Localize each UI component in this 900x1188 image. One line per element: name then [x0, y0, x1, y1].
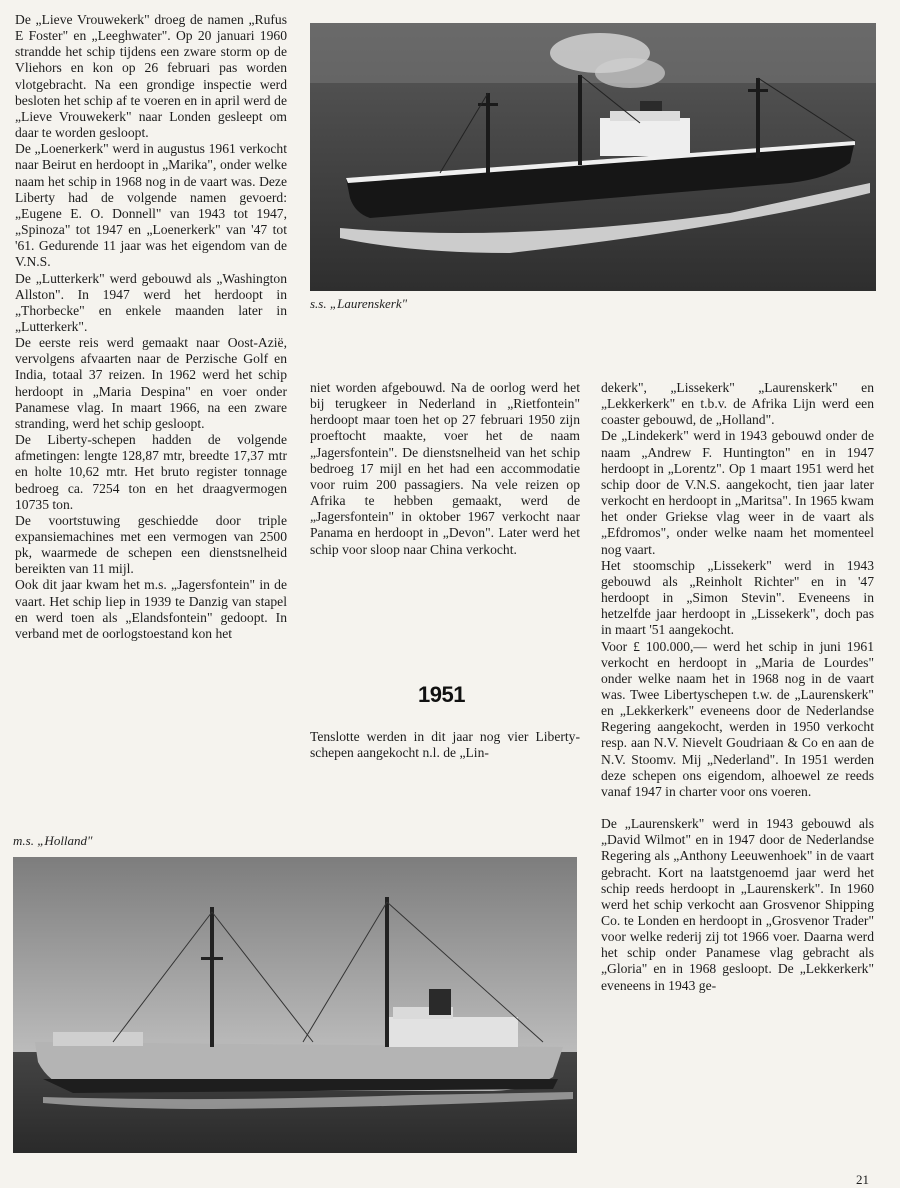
paragraph: De voortstuwing geschiedde door triple expansiemachines met een vermogen van 2500 pk, waarmede de schepen een dienstsnelheid bereikten van 11 mijl.: [15, 512, 287, 577]
paragraph: De „Lutterkerk" werd gebouwd als „Washington Allston". In 1947 werd het herdoopt in „Thorbecke" en enkele maanden later in „Lutterkerk".: [15, 270, 287, 334]
year-heading: 1951: [418, 682, 465, 707]
holland-photo: [13, 857, 577, 1153]
paragraph: dekerk", „Lissekerk" „Laurenskerk" en „Lekkerkerk" en t.b.v. de Afrika Lijn werd een coaster gebouwd, de „Holland".: [601, 380, 874, 428]
paragraph: De „Loenerkerk" werd in augustus 1961 verkocht naar Beirut en herdoopt in „Marika", onder welke naam het schip in 1968 nog in de vaart was. Deze Liberty had de volgende namen gevoerd: „Eugene E. O. Donnell" van 1943 tot 1947, „Spinoza" tot 1947 en „Loenerkerk" van '47 tot '61. Gedurende 11 jaar was het eigendom van de V.N.S.: [15, 141, 287, 270]
laurenskerk-caption: s.s. „Laurenskerk": [310, 296, 408, 311]
text-column-left: [15, 12, 287, 642]
text-column-right: [601, 380, 874, 994]
laurenskerk-photo: [310, 23, 876, 291]
paragraph: De eerste reis werd gemaakt naar Oost-Azië, vervolgens afvaarten naar de Perzische Golf en India, totaal 37 reizen. In 1962 werd het schip herdoopt in „Maria Despina" en voer onder Panamese vlag. In maart 1966, na een zware stranding, werd het schip gesloopt.: [15, 335, 287, 431]
paragraph: niet worden afgebouwd. Na de oorlog werd het bij terugkeer in Nederland in „Rietfontein" herdoopt maar toen het op 27 februari 1950 zijn proeftocht maakte, voer het de naam „Jagersfontein". De dienstsnelheid van het schip bedroeg 17 mijl en het had een accommodatie voor ruim 200 passagiers. Na vele reizen op Afrika te hebben gemaakt, werd de „Jagersfontein" in oktober 1967 verkocht naar Panama en herdoopt in „Devon". Later werd het schip voor sloop naar China verkocht.: [310, 380, 580, 557]
text-column-middle: [310, 380, 580, 558]
text-column-middle-lower: [310, 729, 580, 761]
paragraph: De „Lieve Vrouwekerk" droeg de namen „Rufus E Foster" en „Leeghwater". Op 20 januari 1960 strandde het schip tijdens een zware storm op de Vliehors en kon op 26 februari pas worden vlotgebracht. Na een grondige inspectie werd besloten het schip af te voeren en in april werd de „Lieve Vrouwekerk" naar Londen gesleept om daar te worden gesloopt.: [15, 12, 287, 141]
holland-caption: m.s. „Holland": [13, 833, 93, 848]
paragraph: De Liberty-schepen hadden de volgende afmetingen: lengte 128,87 mtr, breedte 17,37 mtr en holte 10,62 mtr. Het bruto register tonnage bedroeg ca. 7254 ton en het draagvermogen 10735 ton.: [15, 432, 287, 512]
paragraph: Ook dit jaar kwam het m.s. „Jagersfontein" in de vaart. Het schip liep in 1939 te Danzig van stapel en werd toen als „Elandsfontein" gedoopt. In verband met de oorlogstoestand kon het: [15, 577, 287, 641]
paragraph: Tenslotte werden in dit jaar nog vier Liberty-schepen aangekocht n.l. de „Lin-: [310, 729, 580, 761]
paragraph: Het stoomschip „Lissekerk" werd in 1943 gebouwd als „Reinholt Richter" en in '47 herdoopt in „Simon Stevin". Eveneens in hetzelfde jaar herdoopt in „Lissekerk", doch pas in maart '51 aangekocht.: [601, 557, 874, 638]
paragraph: De „Laurenskerk" werd in 1943 gebouwd als „David Wilmot" en in 1947 door de Nederlandse Regering als „Anthony Leeuwenhoek" in de vaart gebracht. Kort na laatstgenoemd jaar werd het schip reeds herdoopt in „Laurenskerk". In 1960 werd het schip verkocht aan Grosvenor Shipping Co. te Londen en herdoopt in „Grosvenor Trader" voor welke rederij zij tot 1966 voer. Daarna werd het schip onder Panamese vlag gebracht als „Gloria" en in 1968 gesloopt. De „Lekkerkerk" eveneens in 1943 ge-: [601, 816, 874, 993]
paragraph: De „Lindekerk" werd in 1943 gebouwd onder de naam „Andrew F. Huntington" en in 1947 herdoopt in „Lorentz". Op 1 maart 1951 werd het schip door de V.N.S. aangekocht, tien jaar later verkocht en herdoopt in „Maritsa". In 1965 kwam het onder Griekse vlag weer in de vaart als „Efdromos", onder welke naam het momenteel nog vaart.: [601, 428, 874, 557]
paragraph: Voor £ 100.000,— werd het schip in juni 1961 verkocht en herdoopt in „Maria de Lourdes" onder welke naam het in 1968 nog in de vaart was. Twee Libertyschepen t.w. de „Laurenskerk" en „Lekkerkerk" eveneens door de Nederlandse Regering aangekocht, werden in 1950 verkocht resp. aan N.V. Nievelt Goudriaan & Co en aan de N.V. Stoomv. Mij „Nederland". In 1951 werden deze schepen ons eigendom, alhoewel ze reeds vanaf 1947 in charter voor ons voeren.: [601, 638, 874, 799]
page-number: 21: [856, 1172, 869, 1187]
